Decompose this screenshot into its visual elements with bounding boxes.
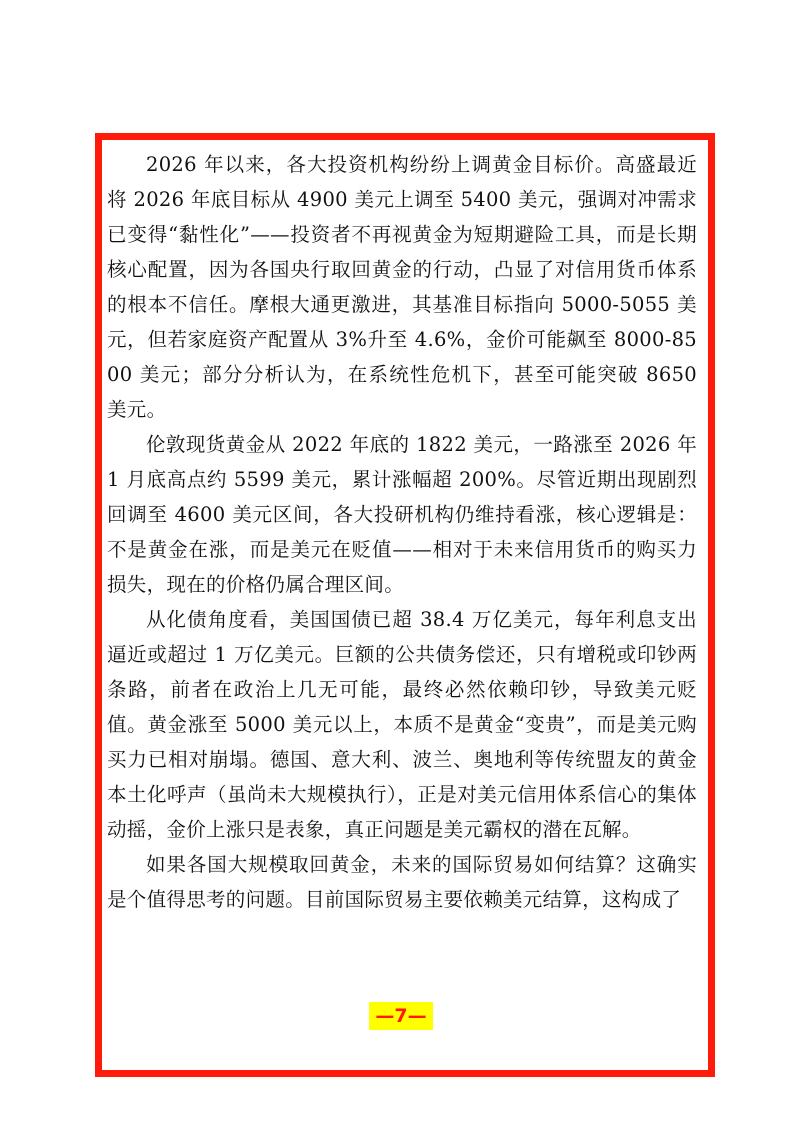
paragraph-international-settlement: 如果各国大规模取回黄金，未来的国际贸易如何结算？这确实是个值得思考的问题。目前国际贸易主要依赖美元结算，这构成了 [107, 853, 697, 911]
page-number: —7— [369, 1002, 433, 1030]
paragraph-us-debt: 从化债角度看，美国国债已超 38.4 万亿美元，每年利息支出逼近或超过 1 万亿美元。巨额的公共债务偿还，只有增税或印钞两条路，前者在政治上几无可能，最终必然依赖印钞，导致美元贬值。黄金涨至 5000 美元以上，本质不是黄金“变贵”，而是美元购买力已相对崩塌。德国、意大利、波兰、奥地利等传统盟友的黄金本土化呼声（虽尚未大规模执行），正是对美元信用体系信心的集体动摇，金价上涨只是表象，真正问题是美元霸权的潜在瓦解。 [107, 608, 697, 841]
paragraph-london-spot-gold: 伦敦现货黄金从 2022 年底的 1822 美元，一路涨至 2026 年 1 月底高点约 5599 美元，累计涨幅超 200%。尽管近期出现剧烈回调至 4600 美元区间，各大投研机构仍维持看涨，核心逻辑是：不是黄金在涨，而是美元在贬值——相对于未来信用货币的购买力损失，现在的价格仍属合理区间。 [107, 433, 697, 596]
paragraph-gold-target-prices: 2026 年以来，各大投资机构纷纷上调黄金目标价。高盛最近将 2026 年底目标从 4900 美元上调至 5400 美元，强调对冲需求已变得“黏性化”——投资者不再视黄金为短期避险工具，而是长期核心配置，因为各国央行取回黄金的行动，凸显了对信用货币体系的根本不信任。摩根大通更激进，其基准目标指向 5000-5055 美元，但若家庭资产配置从 3%升至 4.6%，金价可能飙至 8000-8500 美元；部分分析认为，在系统性危机下，甚至可能突破 8650 美元。 [107, 153, 697, 421]
document-body [107, 147, 697, 917]
